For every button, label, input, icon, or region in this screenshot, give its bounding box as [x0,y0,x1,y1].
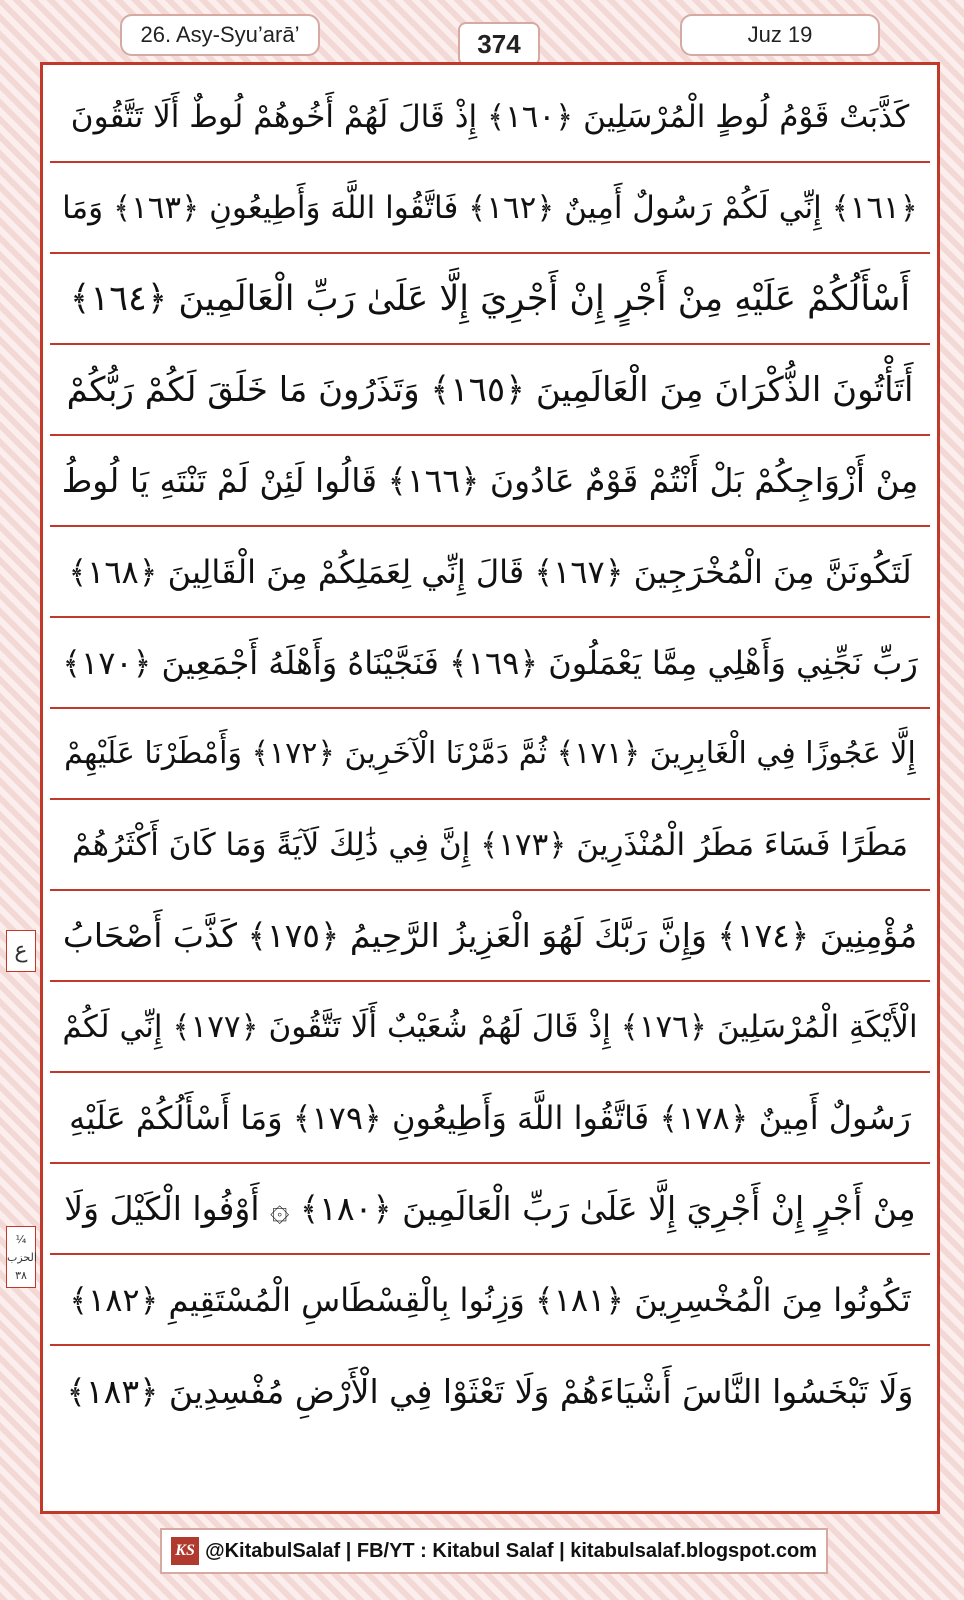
text-line [50,618,930,709]
ayah-text: ﴿١٦١﴾ إِنِّي لَكُمْ رَسُولٌ أَمِينٌ ﴿١٦٢﴾ فَاتَّقُوا اللَّهَ وَأَطِيعُونِ ﴿١٦٣﴾ وَمَا [62,189,918,226]
hizb-mark: ¼ الحزب ٣٨ [6,1226,36,1288]
ayah-text: مِنْ أَجْرٍ إِنْ أَجْرِيَ إِلَّا عَلَىٰ رَبِّ الْعَالَمِينَ ﴿١٨٠﴾ ۞ أَوْفُوا الْكَيْلَ وَلَا [64,1189,916,1228]
text-line [50,982,930,1073]
ayah-text: إِلَّا عَجُوزًا فِي الْغَابِرِينَ ﴿١٧١﴾ ثُمَّ دَمَّرْنَا الْآخَرِينَ ﴿١٧٢﴾ وَأَمْطَرْنَا عَلَيْهِمْ [64,736,916,771]
ayah-text: مَطَرًا فَسَاءَ مَطَرُ الْمُنْذَرِينَ ﴿١٧٣﴾ إِنَّ فِي ذَٰلِكَ لَآيَةً وَمَا كَانَ أَكْثَرُهُمْ [72,826,909,863]
text-line [50,163,930,254]
text-line [50,345,930,436]
ayah-text: أَتَأْتُونَ الذُّكْرَانَ مِنَ الْعَالَمِينَ ﴿١٦٥﴾ وَتَذَرُونَ مَا خَلَقَ لَكُمْ رَبُّكُمْ [66,370,914,410]
ayah-text: رَسُولٌ أَمِينٌ ﴿١٧٨﴾ فَاتَّقُوا اللَّهَ وَأَطِيعُونِ ﴿١٧٩﴾ وَمَا أَسْأَلُكُمْ عَلَيْهِ [69,1098,911,1137]
ayah-text: تَكُونُوا مِنَ الْمُخْسِرِينَ ﴿١٨١﴾ وَزِنُوا بِالْقِسْطَاسِ الْمُسْتَقِيمِ ﴿١٨٢﴾ [69,1280,911,1319]
text-line [50,1346,930,1437]
ruku-mark: ع [6,930,36,972]
page-number: 374 [458,22,540,66]
text-line [50,800,930,891]
text-line [50,1255,930,1346]
text-line [50,1073,930,1164]
text-line [50,709,930,800]
juz-label: Juz 19 [680,14,880,56]
ks-logo-icon: KS [171,1537,199,1565]
text-line [50,891,930,982]
ayah-text: لَتَكُونَنَّ مِنَ الْمُخْرَجِينَ ﴿١٦٧﴾ قَالَ إِنِّي لِعَمَلِكُمْ مِنَ الْقَالِينَ ﴿١٦٨﴾ [68,552,912,591]
ayah-text: الْأَيْكَةِ الْمُرْسَلِينَ ﴿١٧٦﴾ إِذْ قَالَ لَهُمْ شُعَيْبٌ أَلَا تَتَّقُونَ ﴿١٧٧﴾ إِنِّي لَكُمْ [62,1008,918,1045]
ayah-text: رَبِّ نَجِّنِي وَأَهْلِي مِمَّا يَعْمَلُونَ ﴿١٦٩﴾ فَنَجَّيْنَاهُ وَأَهْلَهُ أَجْمَعِينَ ﴿١٧٠﴾ [62,643,918,682]
ayah-text: كَذَّبَتْ قَوْمُ لُوطٍ الْمُرْسَلِينَ ﴿١٦٠﴾ إِذْ قَالَ لَهُمْ أَخُوهُمْ لُوطٌ أَلَا تَتَّقُونَ [70,98,910,135]
surah-name: 26. Asy-Syu’arā’ [120,14,320,56]
text-line [50,1164,930,1255]
ayah-lines [50,72,930,1437]
text-line [50,72,930,163]
text-line [50,527,930,618]
text-line [50,436,930,527]
footer-credits [160,1528,828,1574]
ayah-text: وَلَا تَبْخَسُوا النَّاسَ أَشْيَاءَهُمْ وَلَا تَعْثَوْا فِي الْأَرْضِ مُفْسِدِينَ ﴿١٨٣﴾ [66,1372,914,1411]
ayah-text: أَسْأَلُكُمْ عَلَيْهِ مِنْ أَجْرٍ إِنْ أَجْرِيَ إِلَّا عَلَىٰ رَبِّ الْعَالَمِينَ ﴿١٦٤﴾ [69,278,911,319]
ayah-text: مِنْ أَزْوَاجِكُمْ بَلْ أَنْتُمْ قَوْمٌ عَادُونَ ﴿١٦٦﴾ قَالُوا لَئِنْ لَمْ تَنْتَهِ يَا لُوطُ [61,461,919,500]
text-line [50,254,930,345]
footer-text: @KitabulSalaf | FB/YT : Kitabul Salaf | kitabulsalaf.blogspot.com [205,1539,817,1562]
ayah-text: مُؤْمِنِينَ ﴿١٧٤﴾ وَإِنَّ رَبَّكَ لَهُوَ الْعَزِيزُ الرَّحِيمُ ﴿١٧٥﴾ كَذَّبَ أَصْحَابُ [62,916,918,955]
